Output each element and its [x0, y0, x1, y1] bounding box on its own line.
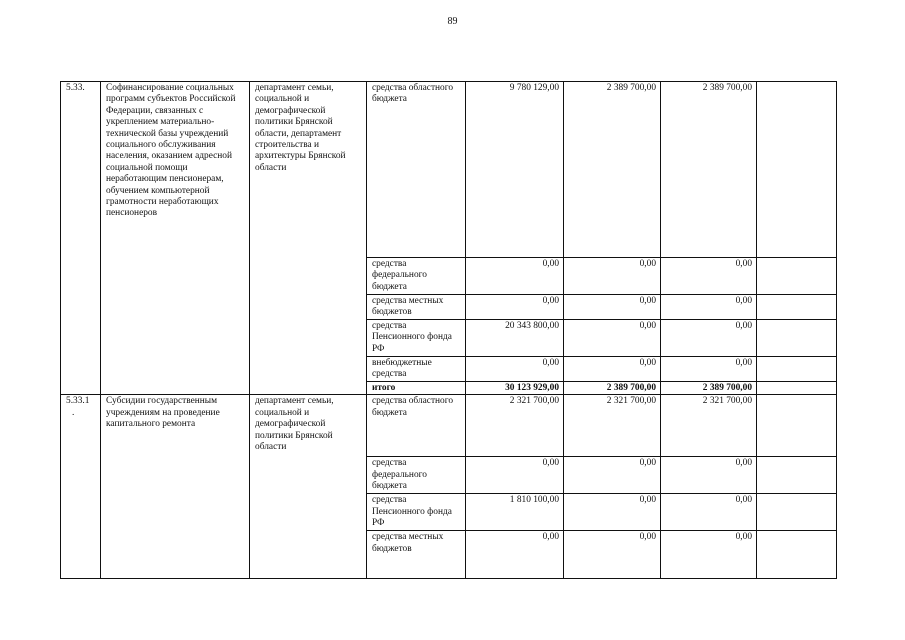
amount-cell: 0,00	[466, 531, 564, 579]
item-number: 5.33.	[61, 82, 101, 395]
empty-cell	[757, 295, 837, 320]
item-executor: департамент семьи, социальной и демографической политики Брянской области, департамент строительства и архитектуры Брянской области	[250, 82, 367, 395]
table-row	[61, 82, 837, 258]
item-name: Софинансирование социальных программ субъектов Российской Федерации, связанных с укреплением материально-технической базы учреждений социального обслуживания населения, оказанием адресной социальной помощи неработающим пенсионерам, обучением компьютерной грамотности неработающих пенсионеров	[101, 82, 250, 395]
amount-cell: 0,00	[564, 494, 661, 531]
item-number-mark: .	[72, 407, 75, 418]
amount-cell: 2 389 700,00	[661, 82, 757, 258]
funding-source: средства областного бюджета	[367, 395, 466, 457]
empty-cell	[757, 457, 837, 494]
amount-cell: 0,00	[661, 457, 757, 494]
amount-cell: 2 321 700,00	[564, 395, 661, 457]
empty-cell	[757, 494, 837, 531]
funding-source: внебюджетные средства	[367, 357, 466, 382]
item-executor: департамент семьи, социальной и демографической политики Брянской области	[250, 395, 367, 579]
amount-cell: 0,00	[564, 531, 661, 579]
amount-cell: 0,00	[564, 258, 661, 295]
empty-cell	[757, 531, 837, 579]
amount-cell: 2 321 700,00	[466, 395, 564, 457]
empty-cell	[757, 382, 837, 395]
amount-cell: 0,00	[661, 494, 757, 531]
amount-cell: 2 321 700,00	[661, 395, 757, 457]
amount-cell: 0,00	[661, 357, 757, 382]
amount-cell: 0,00	[466, 357, 564, 382]
amount-cell: 0,00	[466, 457, 564, 494]
funding-source: средства федерального бюджета	[367, 258, 466, 295]
item-number-cell	[61, 395, 101, 579]
empty-cell	[757, 320, 837, 357]
budget-table	[60, 81, 837, 579]
funding-source: средства областного бюджета	[367, 82, 466, 258]
amount-cell: 0,00	[661, 258, 757, 295]
empty-cell	[757, 395, 837, 457]
amount-cell: 20 343 800,00	[466, 320, 564, 357]
amount-cell: 0,00	[564, 357, 661, 382]
amount-cell: 0,00	[661, 295, 757, 320]
amount-cell: 0,00	[661, 531, 757, 579]
total-label: итого	[367, 382, 466, 395]
funding-source: средства Пенсионного фонда РФ	[367, 494, 466, 531]
page-number: 89	[447, 16, 458, 27]
amount-cell: 0,00	[564, 320, 661, 357]
amount-cell: 2 389 700,00	[564, 82, 661, 258]
total-amount: 2 389 700,00	[661, 382, 757, 395]
empty-cell	[757, 82, 837, 258]
empty-cell	[757, 357, 837, 382]
amount-cell: 1 810 100,00	[466, 494, 564, 531]
amount-cell: 0,00	[466, 295, 564, 320]
funding-source: средства местных бюджетов	[367, 531, 466, 579]
total-amount: 30 123 929,00	[466, 382, 564, 395]
item-name: Субсидии государственным учреждениям на проведение капитального ремонта	[101, 395, 250, 579]
empty-cell	[757, 258, 837, 295]
amount-cell: 0,00	[661, 320, 757, 357]
total-amount: 2 389 700,00	[564, 382, 661, 395]
amount-cell: 0,00	[466, 258, 564, 295]
funding-source: средства Пенсионного фонда РФ	[367, 320, 466, 357]
funding-source: средства местных бюджетов	[367, 295, 466, 320]
amount-cell: 0,00	[564, 457, 661, 494]
amount-cell: 0,00	[564, 295, 661, 320]
amount-cell: 9 780 129,00	[466, 82, 564, 258]
table-row	[61, 395, 837, 457]
item-number: 5.33.1	[66, 396, 90, 407]
funding-source: средства федерального бюджета	[367, 457, 466, 494]
